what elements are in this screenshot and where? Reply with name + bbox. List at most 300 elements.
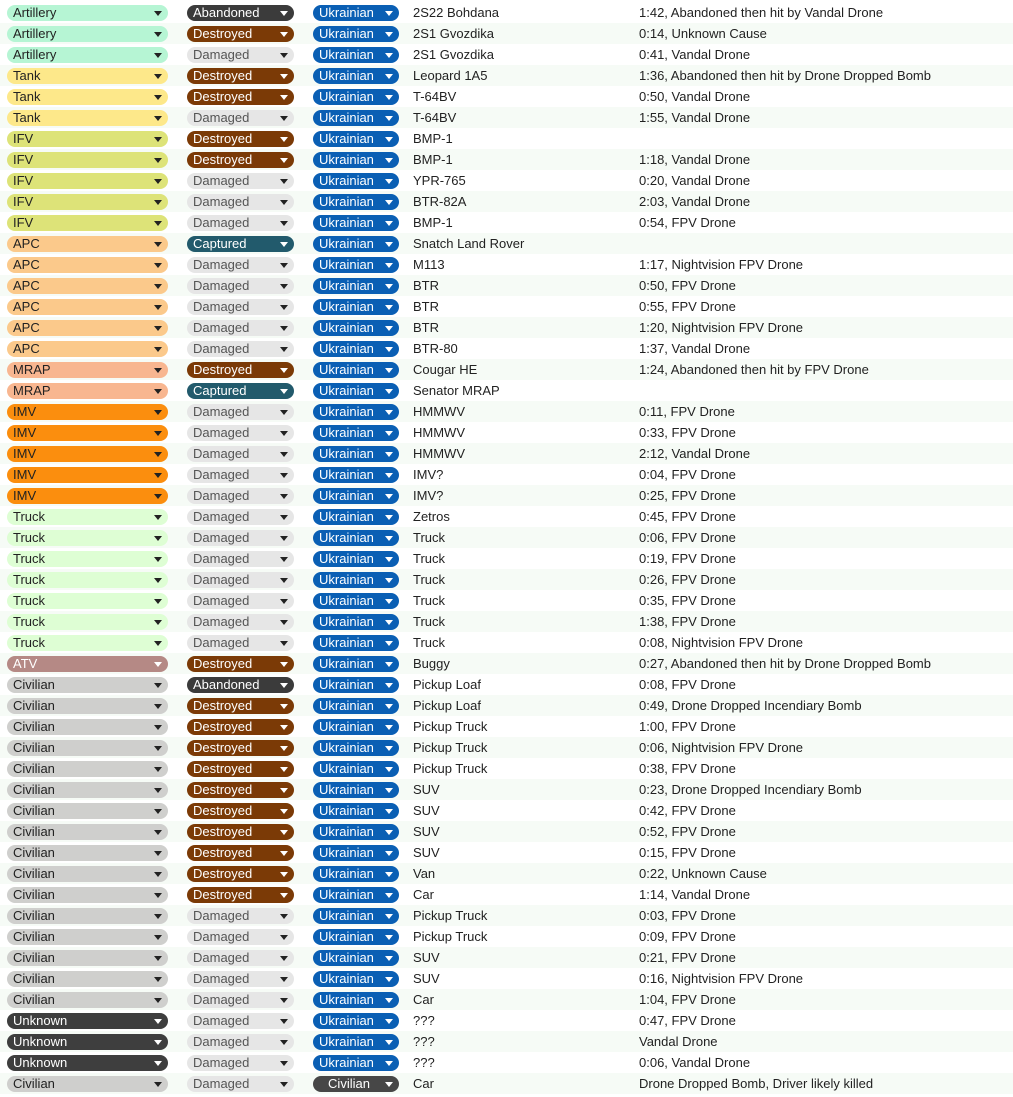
type-select[interactable]	[7, 824, 168, 840]
country-select-label: Ukrainian	[319, 194, 374, 209]
chevron-down-icon	[154, 809, 162, 814]
notes-text: 0:08, Nightvision FPV Drone	[639, 635, 804, 650]
type-select-label: IMV	[13, 467, 37, 482]
type-select[interactable]	[7, 446, 168, 462]
notes-text: 0:41, Vandal Drone	[639, 47, 751, 62]
country-select[interactable]	[313, 320, 399, 336]
notes-text: 0:50, Vandal Drone	[639, 89, 751, 104]
status-select-label: Destroyed	[193, 362, 253, 377]
notes-text: 1:00, FPV Drone	[639, 719, 736, 734]
country-select[interactable]	[313, 110, 399, 126]
type-select[interactable]	[7, 236, 168, 252]
status-select[interactable]	[187, 551, 294, 567]
country-select[interactable]	[313, 740, 399, 756]
notes-text: 0:52, FPV Drone	[639, 824, 736, 839]
chevron-down-icon	[280, 116, 288, 121]
type-select[interactable]	[7, 152, 168, 168]
country-select[interactable]	[313, 803, 399, 819]
vehicle-name: Snatch Land Rover	[413, 236, 525, 251]
chevron-down-icon	[154, 1019, 162, 1024]
type-select[interactable]	[7, 89, 168, 105]
chevron-down-icon	[280, 557, 288, 562]
type-select[interactable]	[7, 635, 168, 651]
type-select[interactable]	[7, 887, 168, 903]
chevron-down-icon	[154, 515, 162, 520]
type-select[interactable]	[7, 761, 168, 777]
chevron-down-icon	[154, 1040, 162, 1045]
status-select-label: Damaged	[193, 47, 250, 62]
status-select-label: Destroyed	[193, 866, 253, 881]
status-select[interactable]	[187, 257, 294, 273]
type-select[interactable]	[7, 215, 168, 231]
table-row	[0, 338, 1013, 359]
country-select[interactable]	[313, 782, 399, 798]
status-select-label: Abandoned	[193, 5, 260, 20]
chevron-down-icon	[154, 893, 162, 898]
type-select-label: ATV	[13, 656, 38, 671]
country-select[interactable]	[313, 866, 399, 882]
status-select[interactable]	[187, 740, 294, 756]
notes-text: 1:14, Vandal Drone	[639, 887, 751, 902]
type-select[interactable]	[7, 110, 168, 126]
status-select-label: Damaged	[193, 971, 250, 986]
status-select[interactable]	[187, 908, 294, 924]
status-select[interactable]	[187, 110, 294, 126]
vehicle-name: Truck	[413, 572, 446, 587]
status-select-label: Damaged	[193, 1055, 250, 1070]
type-select[interactable]	[7, 740, 168, 756]
country-select[interactable]	[313, 236, 399, 252]
country-select[interactable]	[313, 278, 399, 294]
country-select[interactable]	[313, 5, 399, 21]
type-select[interactable]	[7, 362, 168, 378]
status-select[interactable]	[187, 635, 294, 651]
chevron-down-icon	[385, 347, 393, 352]
type-select-label: APC	[13, 299, 40, 314]
type-select[interactable]	[7, 320, 168, 336]
type-select-label: Truck	[13, 509, 46, 524]
type-select[interactable]	[7, 488, 168, 504]
type-select[interactable]	[7, 47, 168, 63]
status-select[interactable]	[187, 383, 294, 399]
status-select-label: Destroyed	[193, 656, 253, 671]
country-select-label: Ukrainian	[319, 173, 374, 188]
status-select[interactable]	[187, 656, 294, 672]
type-select-label: IFV	[13, 194, 34, 209]
status-select[interactable]	[187, 68, 294, 84]
status-select[interactable]	[187, 236, 294, 252]
status-select[interactable]	[187, 152, 294, 168]
type-select[interactable]	[7, 383, 168, 399]
chevron-down-icon	[280, 473, 288, 478]
country-select-label: Ukrainian	[319, 509, 374, 524]
status-select[interactable]	[187, 824, 294, 840]
type-select[interactable]	[7, 257, 168, 273]
chevron-down-icon	[385, 914, 393, 919]
country-select[interactable]	[313, 131, 399, 147]
type-select-label: Tank	[13, 110, 41, 125]
status-select-label: Damaged	[193, 635, 250, 650]
chevron-down-icon	[154, 830, 162, 835]
status-select[interactable]	[187, 929, 294, 945]
country-select[interactable]	[313, 551, 399, 567]
notes-text: 0:27, Abandoned then hit by Drone Dropped Bomb	[639, 656, 931, 671]
vehicle-name: Truck	[413, 530, 446, 545]
vehicle-name: BTR-80	[413, 341, 458, 356]
status-select[interactable]	[187, 950, 294, 966]
country-select[interactable]	[313, 89, 399, 105]
status-select-label: Captured	[193, 383, 247, 398]
notes-text: 0:06, Nightvision FPV Drone	[639, 740, 804, 755]
status-select[interactable]	[187, 173, 294, 189]
status-select[interactable]	[187, 866, 294, 882]
status-select[interactable]	[187, 971, 294, 987]
type-select-label: Civilian	[13, 887, 55, 902]
status-select-label: Captured	[193, 236, 247, 251]
type-select[interactable]	[7, 719, 168, 735]
vehicle-name: BTR	[413, 299, 439, 314]
type-select-label: Civilian	[13, 992, 55, 1007]
type-select-label: Civilian	[13, 929, 55, 944]
country-select[interactable]	[313, 614, 399, 630]
country-select[interactable]	[313, 194, 399, 210]
chevron-down-icon	[280, 641, 288, 646]
country-select[interactable]	[313, 1076, 399, 1092]
chevron-down-icon	[154, 662, 162, 667]
type-select[interactable]	[7, 131, 168, 147]
vehicle-name: Car	[413, 887, 434, 902]
notes-text: 0:49, Drone Dropped Incendiary Bomb	[639, 698, 862, 713]
type-select[interactable]	[7, 929, 168, 945]
country-select-label: Ukrainian	[319, 236, 374, 251]
type-select[interactable]	[7, 404, 168, 420]
chevron-down-icon	[385, 620, 393, 625]
status-select[interactable]	[187, 1076, 294, 1092]
country-select[interactable]	[313, 887, 399, 903]
type-select[interactable]	[7, 1034, 168, 1050]
notes-text: 0:21, FPV Drone	[639, 950, 736, 965]
type-select[interactable]	[7, 845, 168, 861]
status-select[interactable]	[187, 593, 294, 609]
country-select[interactable]	[313, 950, 399, 966]
status-select[interactable]	[187, 572, 294, 588]
type-select[interactable]	[7, 866, 168, 882]
status-select[interactable]	[187, 362, 294, 378]
type-select-label: IFV	[13, 215, 34, 230]
chevron-down-icon	[154, 431, 162, 436]
type-select[interactable]	[7, 971, 168, 987]
country-select[interactable]	[313, 719, 399, 735]
type-select[interactable]	[7, 698, 168, 714]
country-select[interactable]	[313, 509, 399, 525]
status-select[interactable]	[187, 467, 294, 483]
type-select[interactable]	[7, 572, 168, 588]
country-select-label: Ukrainian	[319, 845, 374, 860]
country-select-label: Ukrainian	[319, 782, 374, 797]
country-select[interactable]	[313, 488, 399, 504]
country-select[interactable]	[313, 761, 399, 777]
status-select[interactable]	[187, 1034, 294, 1050]
status-select[interactable]	[187, 299, 294, 315]
country-select-label: Ukrainian	[319, 761, 374, 776]
country-select[interactable]	[313, 1013, 399, 1029]
table-row	[0, 401, 1013, 422]
status-select[interactable]	[187, 425, 294, 441]
notes-text: 0:47, FPV Drone	[639, 1013, 736, 1028]
chevron-down-icon	[280, 914, 288, 919]
type-select[interactable]	[7, 950, 168, 966]
country-select-label: Ukrainian	[319, 887, 374, 902]
type-select[interactable]	[7, 551, 168, 567]
vehicle-name: SUV	[413, 971, 440, 986]
table-row	[0, 422, 1013, 443]
status-select-label: Destroyed	[193, 803, 253, 818]
country-select-label: Ukrainian	[319, 719, 374, 734]
type-select[interactable]	[7, 656, 168, 672]
type-select[interactable]	[7, 299, 168, 315]
status-select-label: Damaged	[193, 509, 250, 524]
chevron-down-icon	[385, 221, 393, 226]
vehicle-name: SUV	[413, 803, 440, 818]
table-row	[0, 107, 1013, 128]
status-select[interactable]	[187, 992, 294, 1008]
table-row	[0, 380, 1013, 401]
country-select[interactable]	[313, 593, 399, 609]
status-select-label: Destroyed	[193, 26, 253, 41]
country-select[interactable]	[313, 299, 399, 315]
status-select-label: Damaged	[193, 551, 250, 566]
country-select[interactable]	[313, 152, 399, 168]
status-select-label: Destroyed	[193, 719, 253, 734]
status-select[interactable]	[187, 278, 294, 294]
country-select[interactable]	[313, 467, 399, 483]
country-select-label: Ukrainian	[319, 866, 374, 881]
country-select-label: Ukrainian	[319, 152, 374, 167]
country-select-label: Ukrainian	[319, 488, 374, 503]
country-select[interactable]	[313, 971, 399, 987]
chevron-down-icon	[154, 935, 162, 940]
status-select-label: Damaged	[193, 614, 250, 629]
status-select[interactable]	[187, 677, 294, 693]
type-select[interactable]	[7, 173, 168, 189]
chevron-down-icon	[280, 536, 288, 541]
type-select-label: Civilian	[13, 782, 55, 797]
status-select[interactable]	[187, 215, 294, 231]
type-select[interactable]	[7, 68, 168, 84]
notes-text: 0:50, FPV Drone	[639, 278, 736, 293]
country-select[interactable]	[313, 572, 399, 588]
vehicle-name: Buggy	[413, 656, 450, 671]
country-select-label: Civilian	[328, 1076, 370, 1091]
status-select-label: Destroyed	[193, 845, 253, 860]
table-row	[0, 233, 1013, 254]
status-select[interactable]	[187, 446, 294, 462]
type-select[interactable]	[7, 992, 168, 1008]
status-select[interactable]	[187, 488, 294, 504]
status-select[interactable]	[187, 47, 294, 63]
vehicle-name: Pickup Truck	[413, 761, 488, 776]
country-select[interactable]	[313, 635, 399, 651]
country-select[interactable]	[313, 404, 399, 420]
country-select[interactable]	[313, 257, 399, 273]
type-select-label: APC	[13, 257, 40, 272]
chevron-down-icon	[385, 74, 393, 79]
country-select[interactable]	[313, 341, 399, 357]
type-select[interactable]	[7, 509, 168, 525]
chevron-down-icon	[385, 389, 393, 394]
type-select[interactable]	[7, 593, 168, 609]
table-row	[0, 212, 1013, 233]
table-row	[0, 905, 1013, 926]
status-select[interactable]	[187, 782, 294, 798]
type-select[interactable]	[7, 5, 168, 21]
type-select-label: Truck	[13, 572, 46, 587]
vehicle-name: SUV	[413, 845, 440, 860]
notes-text: 1:38, FPV Drone	[639, 614, 736, 629]
status-select-label: Damaged	[193, 404, 250, 419]
chevron-down-icon	[154, 788, 162, 793]
type-select-label: IFV	[13, 152, 34, 167]
notes-text: 0:26, FPV Drone	[639, 572, 736, 587]
notes-text: 0:35, FPV Drone	[639, 593, 736, 608]
type-select-label: APC	[13, 278, 40, 293]
country-select-label: Ukrainian	[319, 278, 374, 293]
notes-text: 0:06, FPV Drone	[639, 530, 736, 545]
chevron-down-icon	[154, 452, 162, 457]
type-select[interactable]	[7, 1013, 168, 1029]
vehicle-name: Truck	[413, 635, 446, 650]
chevron-down-icon	[385, 578, 393, 583]
chevron-down-icon	[154, 95, 162, 100]
status-select[interactable]	[187, 845, 294, 861]
vehicle-name: Leopard 1A5	[413, 68, 488, 83]
status-select[interactable]	[187, 614, 294, 630]
status-select[interactable]	[187, 320, 294, 336]
type-select[interactable]	[7, 26, 168, 42]
type-select-label: Tank	[13, 68, 41, 83]
country-select[interactable]	[313, 929, 399, 945]
notes-text: 0:06, Vandal Drone	[639, 1055, 751, 1070]
type-select[interactable]	[7, 803, 168, 819]
type-select[interactable]	[7, 530, 168, 546]
table-row	[0, 44, 1013, 65]
country-select[interactable]	[313, 992, 399, 1008]
country-select-label: Ukrainian	[319, 299, 374, 314]
chevron-down-icon	[280, 515, 288, 520]
status-select[interactable]	[187, 26, 294, 42]
chevron-down-icon	[280, 683, 288, 688]
status-select[interactable]	[187, 131, 294, 147]
type-select-label: APC	[13, 341, 40, 356]
status-select[interactable]	[187, 887, 294, 903]
chevron-down-icon	[154, 1082, 162, 1087]
chevron-down-icon	[154, 242, 162, 247]
status-select[interactable]	[187, 89, 294, 105]
type-select[interactable]	[7, 425, 168, 441]
country-select[interactable]	[313, 824, 399, 840]
country-select[interactable]	[313, 383, 399, 399]
type-select[interactable]	[7, 614, 168, 630]
status-select[interactable]	[187, 341, 294, 357]
status-select[interactable]	[187, 5, 294, 21]
country-select[interactable]	[313, 698, 399, 714]
country-select[interactable]	[313, 47, 399, 63]
type-select[interactable]	[7, 908, 168, 924]
chevron-down-icon	[154, 683, 162, 688]
status-select[interactable]	[187, 530, 294, 546]
status-select[interactable]	[187, 194, 294, 210]
country-select-label: Ukrainian	[319, 257, 374, 272]
country-select-label: Ukrainian	[319, 1034, 374, 1049]
chevron-down-icon	[280, 263, 288, 268]
status-select[interactable]	[187, 761, 294, 777]
chevron-down-icon	[154, 11, 162, 16]
country-select-label: Ukrainian	[319, 467, 374, 482]
status-select[interactable]	[187, 509, 294, 525]
country-select[interactable]	[313, 1055, 399, 1071]
vehicle-name: SUV	[413, 824, 440, 839]
status-select[interactable]	[187, 404, 294, 420]
vehicle-name: Van	[413, 866, 436, 881]
chevron-down-icon	[154, 305, 162, 310]
country-select[interactable]	[313, 425, 399, 441]
type-select[interactable]	[7, 1055, 168, 1071]
country-select[interactable]	[313, 530, 399, 546]
chevron-down-icon	[280, 956, 288, 961]
type-select-label: Civilian	[13, 698, 55, 713]
chevron-down-icon	[385, 767, 393, 772]
chevron-down-icon	[385, 977, 393, 982]
type-select[interactable]	[7, 278, 168, 294]
status-select-label: Damaged	[193, 929, 250, 944]
status-select[interactable]	[187, 1055, 294, 1071]
type-select[interactable]	[7, 1076, 168, 1092]
status-select[interactable]	[187, 803, 294, 819]
country-select[interactable]	[313, 1034, 399, 1050]
type-select[interactable]	[7, 194, 168, 210]
type-select-label: MRAP	[13, 362, 51, 377]
country-select[interactable]	[313, 362, 399, 378]
status-select[interactable]	[187, 1013, 294, 1029]
chevron-down-icon	[154, 914, 162, 919]
country-select[interactable]	[313, 908, 399, 924]
country-select[interactable]	[313, 845, 399, 861]
country-select[interactable]	[313, 677, 399, 693]
country-select[interactable]	[313, 68, 399, 84]
type-select[interactable]	[7, 341, 168, 357]
chevron-down-icon	[154, 116, 162, 121]
chevron-down-icon	[385, 641, 393, 646]
type-select[interactable]	[7, 677, 168, 693]
country-select[interactable]	[313, 26, 399, 42]
table-row	[0, 1073, 1013, 1094]
status-select[interactable]	[187, 719, 294, 735]
country-select[interactable]	[313, 656, 399, 672]
type-select[interactable]	[7, 782, 168, 798]
country-select[interactable]	[313, 446, 399, 462]
status-select-label: Damaged	[193, 257, 250, 272]
type-select[interactable]	[7, 467, 168, 483]
chevron-down-icon	[280, 179, 288, 184]
status-select-label: Destroyed	[193, 740, 253, 755]
country-select[interactable]	[313, 173, 399, 189]
country-select[interactable]	[313, 215, 399, 231]
type-select-label: Civilian	[13, 971, 55, 986]
status-select[interactable]	[187, 698, 294, 714]
notes-text: 0:03, FPV Drone	[639, 908, 736, 923]
chevron-down-icon	[280, 326, 288, 331]
type-select-label: Civilian	[13, 719, 55, 734]
